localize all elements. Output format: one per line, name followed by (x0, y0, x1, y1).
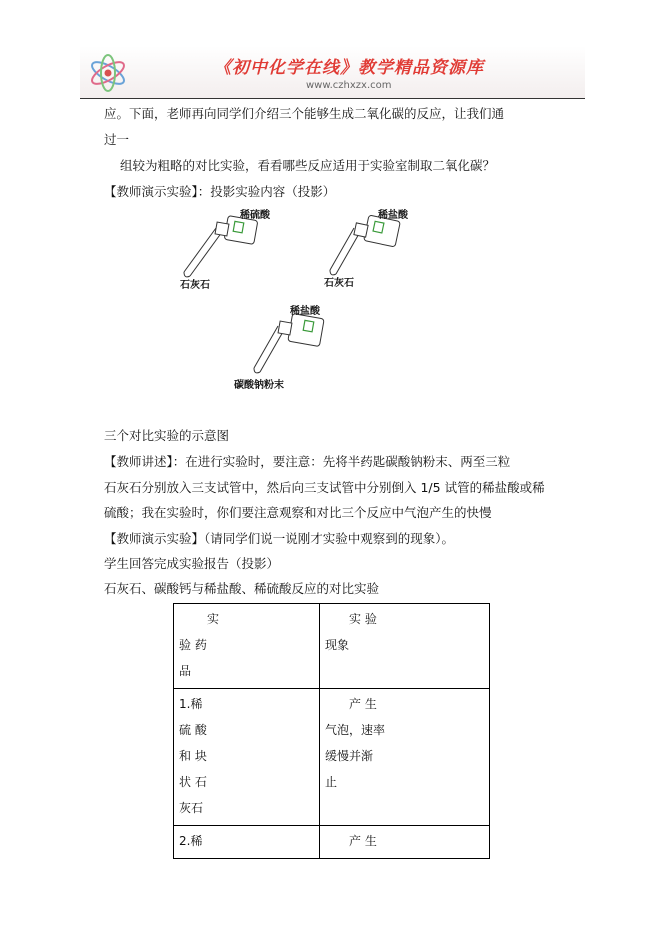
header-title: 《初中化学在线》教学精品资源库 (214, 58, 484, 78)
header-divider (80, 98, 585, 99)
cell-text: 和 块 (179, 749, 207, 763)
acid-label: 稀盐酸 (378, 210, 408, 221)
table-cell (320, 826, 490, 859)
experiment-figure-2 (322, 206, 412, 290)
paragraph-5: 【教师演示实验】（请同学们说一说刚才实验中观察到的现象）。 (104, 531, 455, 546)
paragraph-4-line-2: 石灰石分别放入三支试管中，然后向三支试管中分别倒入 1/5 试管的稀盐酸或稀 (104, 480, 545, 495)
experiment-figure-3 (232, 302, 332, 392)
paragraph-6: 学生回答完成实验报告（投影） (104, 556, 280, 571)
solid-label: 石灰石 (180, 280, 210, 291)
cell-text: 硫 酸 (179, 723, 207, 737)
atom-logo-icon (86, 52, 130, 94)
cell-text: 缓慢并渐 (325, 749, 374, 763)
experiment-figure-1 (176, 206, 286, 290)
table-cell (320, 689, 490, 826)
cell-text: 验 药 (179, 638, 207, 652)
paragraph-1-line-1: 应。下面，老师再向同学们介绍三个能够生成二氧化碳的反应，让我们通 (104, 106, 505, 121)
cell-text: 气泡，速率 (325, 723, 386, 737)
paragraph-7: 石灰石、碳酸钙与稀盐酸、稀硫酸反应的对比实验 (104, 581, 380, 596)
cell-text: 现象 (325, 638, 350, 652)
cell-text: 产 生 (349, 697, 377, 711)
cell-text: 灰石 (179, 801, 204, 815)
table-cell (174, 604, 320, 689)
cell-text: 2.稀 (179, 834, 203, 848)
cell-text: 品 (179, 664, 192, 678)
table-cell (174, 689, 320, 826)
cell-text: 状 石 (179, 775, 207, 789)
acid-label: 稀硫酸 (240, 210, 270, 221)
experiment-report-table (173, 603, 490, 859)
paragraph-3: 【教师演示实验】：投影实验内容（投影） (104, 184, 336, 199)
solid-label: 石灰石 (324, 278, 354, 289)
acid-label: 稀盐酸 (290, 306, 320, 317)
header-url: www.czhxzx.com (306, 80, 392, 91)
table-cell (174, 826, 320, 859)
cell-text: 实 验 (349, 612, 377, 626)
table-cell (320, 604, 490, 689)
cell-text: 产 生 (349, 834, 377, 848)
table-header-row (174, 604, 490, 689)
table-row (174, 826, 490, 859)
cell-text: 1.稀 (179, 697, 203, 711)
paragraph-2: 组较为粗略的对比实验，看看哪些反应适用于实验室制取二氧化碳？ (120, 158, 496, 173)
paragraph-4-line-1: 【教师讲述】：在进行实验时，要注意：先将半药匙碳酸钠粉末、两至三粒 (104, 454, 511, 469)
cell-text: 止 (325, 775, 338, 789)
paragraph-1-line-2: 过一 (104, 132, 130, 147)
figure-caption: 三个对比实验的示意图 (104, 428, 230, 443)
paragraph-4-line-3: 硫酸；我在实验时，你们要注意观察和对比三个反应中气泡产生的快慢 (104, 505, 492, 520)
cell-text: 实 (207, 612, 220, 626)
table-row (174, 689, 490, 826)
solid-label: 碳酸钠粉末 (234, 380, 284, 391)
